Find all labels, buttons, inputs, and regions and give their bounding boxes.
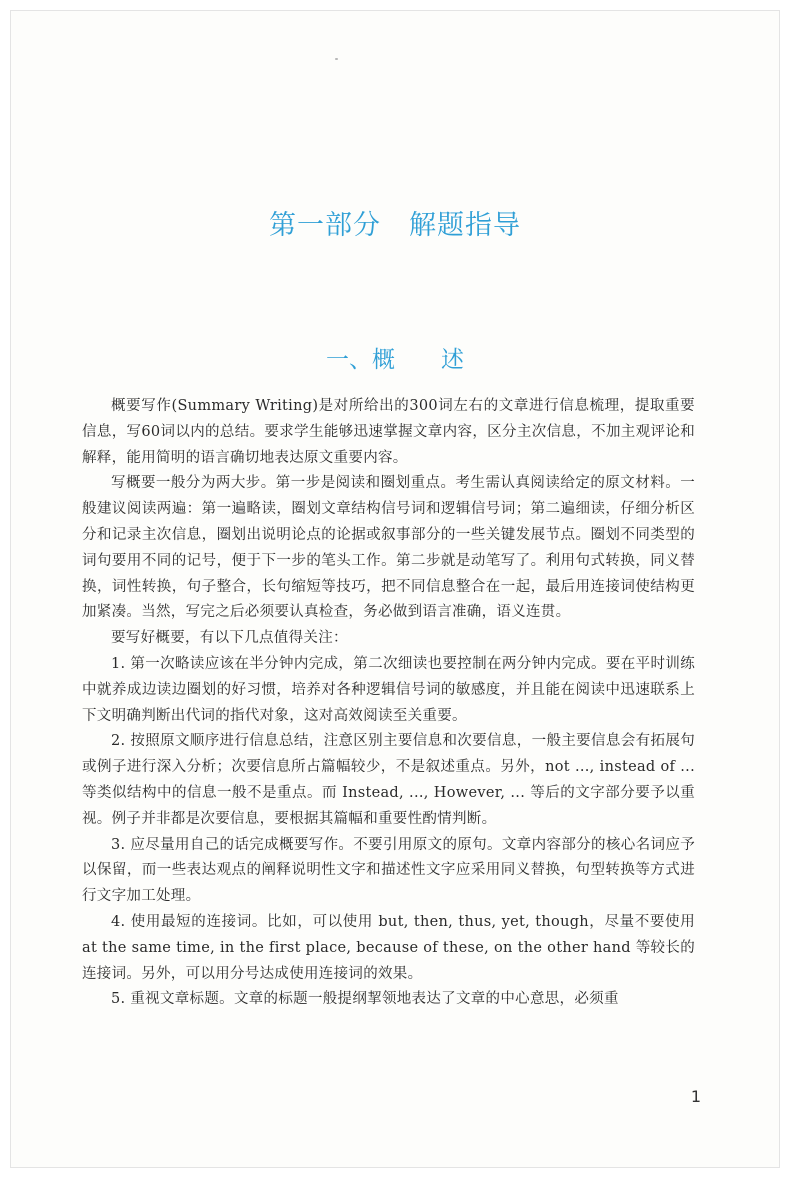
print-speck — [335, 58, 338, 60]
paragraph-point-1: 1. 第一次略读应该在半分钟内完成，第二次细读也要控制在两分钟内完成。要在平时训练中就养成边读边圈划的好习惯，培养对各种逻辑信号词的敏感度，并且能在阅读中迅速联系上下文明确判断出代词的指代对象，这对高效阅读至关重要。 — [82, 655, 695, 724]
paragraph-point-5: 5. 重视文章标题。文章的标题一般提纲挈领地表达了文章的中心意思，必须重 — [111, 991, 619, 1008]
paragraph-points-lead: 要写好概要，有以下几点值得关注： — [111, 630, 348, 647]
page-number: 1 — [690, 1087, 701, 1106]
part-title: 第一部分 解题指导 — [269, 210, 521, 241]
book-page — [10, 10, 780, 1168]
body-text — [82, 394, 695, 1013]
section-title: 一、概 述 — [326, 347, 464, 373]
paragraph-point-4: 4. 使用最短的连接词。比如，可以使用 but, then, thus, yet, though，尽量不要使用 at the same time, in the first place, because of these, on the other hand 等较长的连接词。另外，可以用分号达成使用连接词的效果。 — [82, 913, 695, 982]
paragraph-intro: 概要写作(Summary Writing)是对所给出的300词左右的文章进行信息梳理，提取重要信息，写60词以内的总结。要求学生能够迅速掌握文章内容，区分主次信息，不加主观评论和解释，能用简明的语言确切地表达原文重要内容。 — [82, 398, 695, 466]
paragraph-point-2: 2. 按照原文顺序进行信息总结，注意区别主要信息和次要信息，一般主要信息会有拓展句或例子进行深入分析；次要信息所占篇幅较少，不是叙述重点。另外，not ..., instead of ...等类似结构中的信息一般不是重点。而 Instead, ..., However, ... 等后的文字部分要予以重视。例子并非都是次要信息，要根据其篇幅和重要性酌情判断。 — [82, 733, 695, 827]
paragraph-steps: 写概要一般分为两大步。第一步是阅读和圈划重点。考生需认真阅读给定的原文材料。一般建议阅读两遍：第一遍略读，圈划文章结构信号词和逻辑信号词；第二遍细读，仔细分析区分和记录主次信息，圈划出说明论点的论据或叙事部分的一些关键发展节点。圈划不同类型的词句要用不同的记号，便于下一步的笔头工作。第二步就是动笔写了。利用句式转换，同义替换，词性转换，句子整合，长句缩短等技巧，把不同信息整合在一起，最后用连接词使结构更加紧凑。当然，写完之后必须要认真检查，务必做到语言准确，语义连贯。 — [82, 475, 695, 621]
paragraph-point-3: 3. 应尽量用自己的话完成概要写作。不要引用原文的原句。文章内容部分的核心名词应予以保留，而一些表达观点的阐释说明性文字和描述性文字应采用同义替换，句型转换等方式进行文字加工处理。 — [82, 836, 695, 905]
